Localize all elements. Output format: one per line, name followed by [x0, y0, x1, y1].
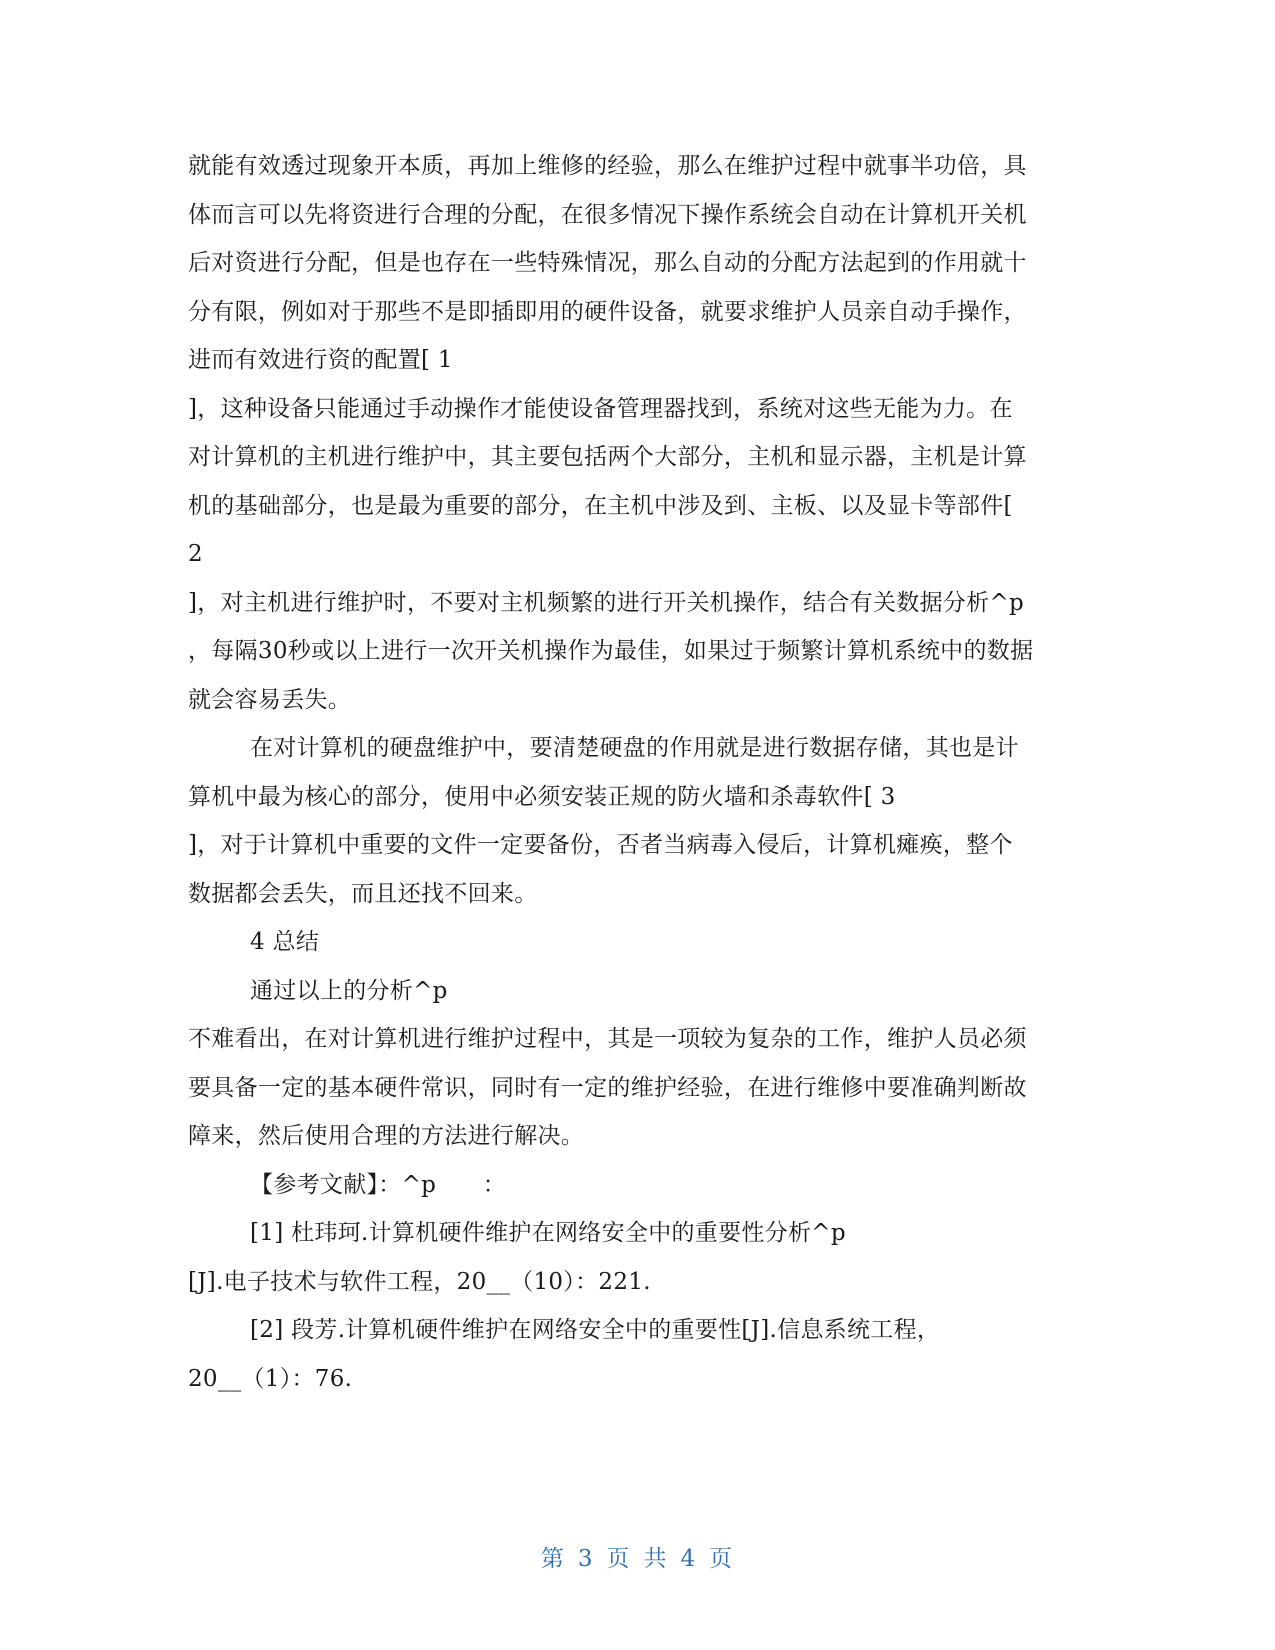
- body-line: ，每隔30秒或以上进行一次开关机操作为最佳，如果过于频繁计算机系统中的数据: [188, 638, 1034, 664]
- body-line: ]，对于计算机中重要的文件一定要备份，否者当病毒入侵后，计算机瘫痪，整个: [188, 832, 1013, 858]
- body-line: 不难看出，在对计算机进行维护过程中，其是一项较为复杂的工作，维护人员必须: [188, 1026, 1027, 1052]
- body-line: 就会容易丢失。: [188, 686, 352, 713]
- body-line: 机的基础部分，也是最为重要的部分，在主机中涉及到、主板、以及显卡等部件[: [188, 492, 1013, 519]
- body-line: 数据都会丢失，而且还找不回来。: [188, 880, 538, 907]
- body-line: ]，对主机进行维护时，不要对主机频繁的进行开关机操作，结合有关数据分析^p: [188, 589, 1025, 616]
- references-heading: 【参考文献】：^p ：: [250, 1171, 507, 1198]
- body-line: 后对资进行分配，但是也存在一些特殊情况，那么自动的分配方法起到的作用就十: [188, 250, 1027, 276]
- reference-item: [2] 段芳.计算机硬件维护在网络安全中的重要性[J].信息系统工程，: [250, 1317, 941, 1343]
- body-line: 2: [188, 541, 203, 567]
- page-footer: [0, 1540, 1275, 1573]
- body-line: 进而有效进行资的配置[ 1: [188, 347, 453, 373]
- footer-prefix: 第: [540, 1546, 566, 1572]
- document-body: [188, 142, 1088, 1403]
- body-line: 对计算机的主机进行维护中，其主要包括两个大部分，主机和显示器，主机是计算: [188, 444, 1027, 470]
- body-line: ]，这种设备只能通过手动操作才能使设备管理器找到，系统对这些无能为力。在: [188, 395, 1013, 422]
- section-heading: 4 总结: [250, 929, 320, 955]
- body-line: 障来，然后使用合理的方法进行解决。: [188, 1123, 585, 1149]
- footer-suffix: 页: [709, 1546, 735, 1572]
- body-line: 要具备一定的基本硬件常识，同时有一定的维护经验，在进行维修中要准确判断故: [188, 1074, 1027, 1101]
- footer-total-pages: 4: [680, 1546, 698, 1572]
- paragraph-first-line: 在对计算机的硬盘维护中，要清楚硬盘的作用就是进行数据存储，其也是计: [250, 735, 1019, 761]
- reference-item: [1] 杜玮珂.计算机硬件维护在网络安全中的重要性分析^p: [250, 1220, 846, 1246]
- body-line: 就能有效透过现象开本质，再加上维修的经验，那么在维护过程中就事半功倍，具: [188, 153, 1027, 179]
- body-line: 体而言可以先将资进行合理的分配，在很多情况下操作系统会自动在计算机开关机: [188, 201, 1027, 228]
- body-line: 分有限，例如对于那些不是即插即用的硬件设备，就要求维护人员亲自动手操作，: [188, 298, 1027, 325]
- reference-continuation: 20__（1）：76.: [188, 1365, 353, 1392]
- reference-continuation: [J].电子技术与软件工程，20__（10）：221.: [188, 1268, 651, 1295]
- body-line: 算机中最为核心的部分，使用中必须安装正规的防火墙和杀毒软件[ 3: [188, 783, 896, 810]
- footer-page-number: 3: [577, 1546, 595, 1572]
- footer-total-word: 共: [643, 1546, 669, 1572]
- footer-page-word: 页: [606, 1546, 632, 1572]
- paragraph-first-line: 通过以上的分析^p: [250, 977, 448, 1004]
